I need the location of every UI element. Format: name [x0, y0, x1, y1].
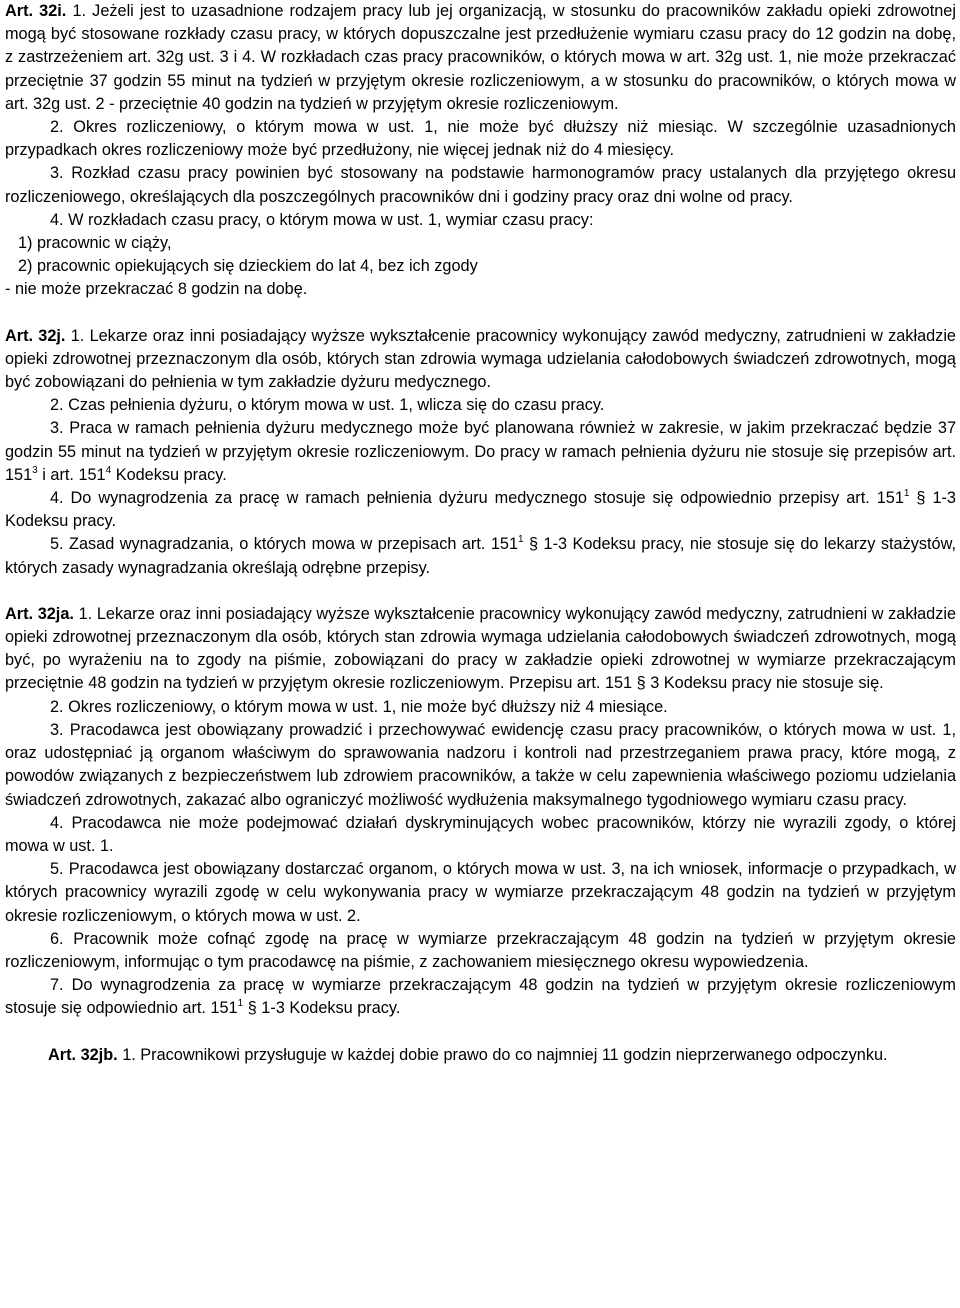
paragraph-text: Kodeksu pracy. [111, 465, 227, 484]
article-label: Art. 32ja. [5, 604, 74, 623]
article-32i [5, 0, 956, 302]
article-32ja-paragraph-6: 6. Pracownik może cofnąć zgodę na pracę w wymiarze przekraczającym 48 godzin na tydzień w przyjętym okresie rozliczeniowym, informując o tym pracodawcę na piśmie, z zachowaniem miesięcznego okresu wypowiedzenia. [5, 929, 956, 971]
article-32ja-paragraph-1 [5, 603, 956, 696]
article-label: Art. 32jb. [48, 1045, 118, 1064]
article-32i-paragraph-4: 4. W rozkładach czasu pracy, o którym mowa w ust. 1, wymiar czasu pracy: [50, 210, 594, 229]
paragraph-number: 1. [72, 2, 87, 20]
article-32j-paragraph-4 [5, 487, 956, 533]
article-32ja [5, 603, 956, 1021]
article-label: Art. 32j. [5, 326, 66, 345]
article-32ja-paragraph-3: 3. Pracodawca jest obowiązany prowadzić i przechowywać ewidencję czasu pracy pracowników, o których mowa w ust. 1, oraz udostępniać ją organom właściwym do sprawowania nadzoru i kontroli nad przestrzeganiem prawa pracy, które mogą, z powodów związanych z bezpieczeństwem lub zdrowiem pracowników, a także w celu zapewnienia właściwego poziomu udzielania świadczeń zdrowotnych, zakazać albo ograniczyć możliwość wydłużenia maksymalnego tygodniowego wymiaru czasu pracy. [5, 720, 956, 809]
article-32i-paragraph-3: 3. Rozkład czasu pracy powinien być stosowany na podstawie harmonogramów pracy ustalanych dla przyjętego okresu rozliczeniowego, określających dla poszczególnych pracowników dni i godziny pracy oraz dni wolne od pracy. [5, 164, 956, 206]
article-32jb [5, 1044, 956, 1067]
article-32j-paragraph-1 [5, 325, 956, 395]
article-32j-paragraph-5 [5, 533, 956, 579]
superscript: 1 [903, 488, 910, 500]
paragraph-text: 7. Do wynagrodzenia za pracę w wymiarze przekraczającym 48 godzin na tydzień w przyjętym okresie rozliczeniowym stosuje się odpowiednio art. 151 [5, 976, 956, 1018]
article-32jb-paragraph-1 [5, 1044, 956, 1067]
article-32i-closing: - nie może przekraczać 8 godzin na dobę. [5, 280, 308, 299]
article-32ja-paragraph-4: 4. Pracodawca nie może podejmować działań dyskryminujących wobec pracowników, którzy nie wyrazili zgody, o której mowa w ust. 1. [5, 813, 956, 855]
article-32j-paragraph-3 [5, 417, 956, 487]
list-item: 2) pracownic opiekujących się dzieckiem do lat 4, bez ich zgody [18, 257, 478, 276]
superscript: 3 [32, 464, 38, 476]
superscript: 1 [237, 998, 244, 1010]
article-32i-paragraph-2: 2. Okres rozliczeniowy, o którym mowa w ust. 1, nie może być dłuższy niż miesiąc. W szczególnie uzasadnionych przypadkach okres rozliczeniowy może być przedłużony, nie więcej jednak niż do 4 miesięcy. [5, 118, 956, 160]
article-32ja-paragraph-7 [5, 974, 956, 1020]
article-label: Art. 32i. [5, 2, 67, 20]
article-32i-paragraph-1 [5, 0, 956, 116]
article-32j [5, 325, 956, 580]
article-32ja-paragraph-2: 2. Okres rozliczeniowy, o którym mowa w ust. 1, nie może być dłuższy niż 4 miesiące. [50, 697, 668, 716]
paragraph-text: § 1-3 Kodeksu pracy. [5, 489, 956, 531]
superscript: 4 [105, 464, 112, 476]
paragraph-text: § 1-3 Kodeksu pracy. [243, 999, 401, 1018]
paragraph-text: 1. Lekarze oraz inni posiadający wyższe wykształcenie pracownicy wykonujący zawód medyczny, zatrudnieni w zakładzie opieki zdrowotnej przeznaczonym dla osób, których stan zdrowia wymaga udzielania całodobowych świadczeń zdrowotnych, mogą być, po wyrażeniu na to zgody na piśmie, zobowiązani do pracy w zakładzie opieki zdrowotnej w wymiarze przekraczającym przeciętnie 48 godzin na tydzień w przyjętym okresie rozliczeniowym. Przepisu art. 151 § 3 Kodeksu pracy nie stosuje się. [5, 604, 957, 693]
paragraph-text: 1. Pracownikowi przysługuje w każdej dobie prawo do co najmniej 11 godzin nieprzerwanego odpoczynku. [122, 1045, 888, 1064]
paragraph-text: 5. Zasad wynagradzania, o których mowa w przepisach art. 151 [50, 535, 519, 554]
paragraph-text: i art. 151 [37, 465, 106, 484]
superscript: 1 [518, 534, 524, 546]
paragraph-text: 1. Lekarze oraz inni posiadający wyższe wykształcenie pracownicy wykonujący zawód medyczny, zatrudnieni w zakładzie opieki zdrowotnej przeznaczonym dla osób, których stan zdrowia wymaga udzielania całodobowych świadczeń zdrowotnych, mogą być zobowiązani do pełnienia w tym zakładzie dyżuru medycznego. [5, 326, 956, 392]
paragraph-text: § 1-3 Kodeksu pracy, nie stosuje się do lekarzy stażystów, których zasady wynagradzania określają odrębne przepisy. [5, 535, 956, 577]
list-item: 1) pracownic w ciąży, [18, 234, 172, 253]
article-32j-paragraph-2: 2. Czas pełnienia dyżuru, o którym mowa w ust. 1, wlicza się do czasu pracy. [50, 396, 605, 415]
paragraph-text: 3. Praca w ramach pełnienia dyżuru medycznego może być planowana również w zakresie, w jakim przekraczać będzie 37 godzin 55 minut na tydzień w przyjętym okresie rozliczeniowym. Do pracy w ramach pełnienia dyżuru nie stosuje się przepisów art. 151 [5, 419, 956, 484]
article-32ja-paragraph-5: 5. Pracodawca jest obowiązany dostarczać organom, o których mowa w ust. 3, na ich wniosek, informacje o przypadkach, w których pracownicy wyrazili zgodę w celu wykonywania pracy w wymiarze przekraczającym 48 godzin na tydzień w przyjętym okresie rozliczeniowym, o których mowa w ust. 2. [5, 860, 956, 925]
paragraph-text: 4. Do wynagrodzenia za pracę w ramach pełnienia dyżuru medycznego stosuje się odpowiednio przepisy art. 151 [50, 489, 904, 508]
paragraph-text: Jeżeli jest to uzasadnione rodzajem pracy lub jej organizacją, w stosunku do pracowników zakładu opieki zdrowotnej mogą być stosowane rozkłady czasu pracy, w których dopuszczalne jest przedłużenie wymiaru czasu pracy do 12 godzin na dobę, z zastrzeżeniem art. 32g ust. 3 i 4. W rozkładach czas pracy pracowników, o których mowa w art. 32g ust. 1, nie może przekraczać przeciętnie 37 godzin 55 minut na tydzień w przyjętym okresie rozliczeniowym, a w stosunku do pracowników, o których mowa w art. 32g ust. 2 - przeciętnie 40 godzin na tydzień w przyjętym okresie rozliczeniowym. [5, 2, 956, 113]
